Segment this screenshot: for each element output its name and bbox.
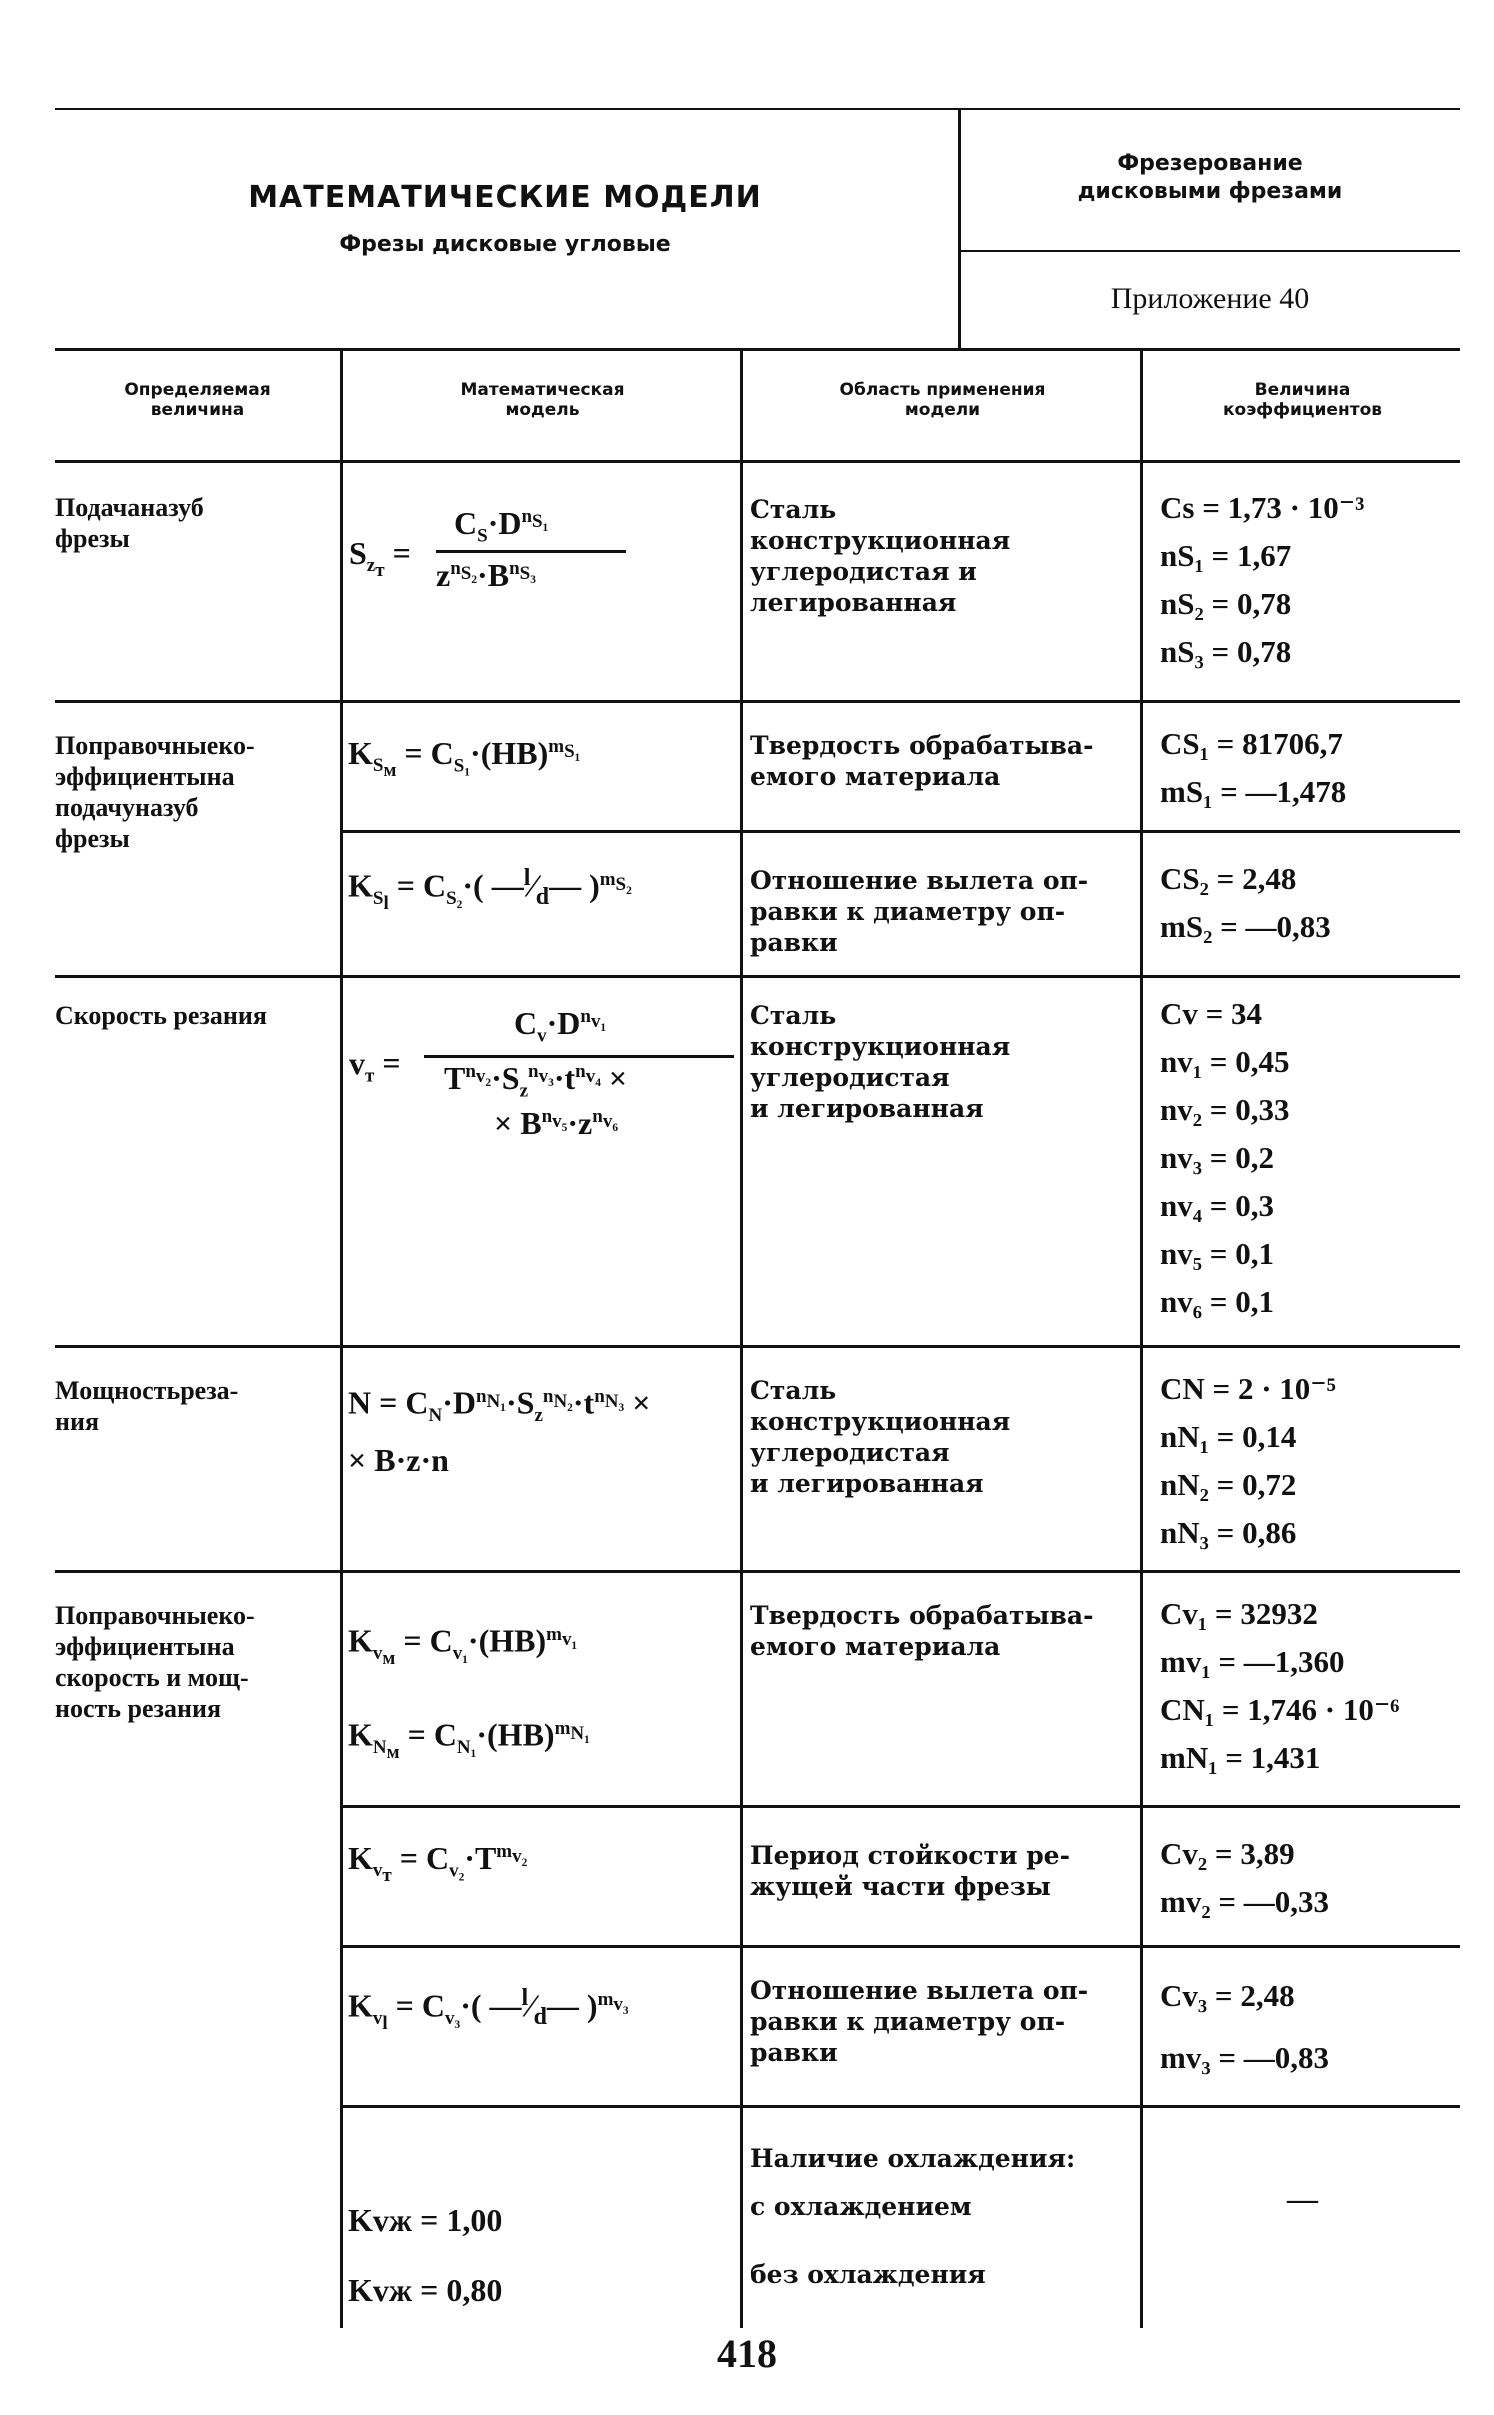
row-tool-life-scope: Период стойкости ре- жущей части фрезы (750, 1841, 1070, 1901)
row-feed-overhang-coefficients: CS₂ = 2,48 mS₂ = —0,83 (1160, 861, 1331, 944)
row-feed-overhang-scope: Отношение вылета оп- равки к диаметру оп- равки (750, 866, 1089, 957)
row-feed-correction-quantity: Поправочныеко- эффициентына подачуназуб фрезы (55, 731, 255, 853)
row-feed-scope: Сталь конструкционная углеродистая и легированная (750, 495, 1011, 617)
row-speed-quantity: Скорость резания (55, 1001, 267, 1030)
row-speed-scope: Сталь конструкционная углеродистая и легированная (750, 1001, 1011, 1123)
row-speed-overhang-scope: Отношение вылета оп- равки к диаметру оп- равки (750, 1976, 1089, 2067)
col-header-scope: Область применения модели (839, 380, 1046, 420)
row-power-quantity: Мощностьреза- ния (55, 1376, 239, 1436)
section-title: Фрезерование дисковыми фрезами (1077, 151, 1343, 204)
page-subtitle: Фрезы дисковые угловые (339, 232, 671, 257)
formula-power: $N = C_N\cdot D^{n_{N_1}}\cdot S_z^{n_{N_2}}\cdot t^{n_{N_3}}$ × × B·z·n (348, 1384, 651, 1479)
row-power-scope: Сталь конструкционная углеродистая и легированная (750, 1376, 1011, 1498)
appendix-label: Приложение 40 (1110, 282, 1310, 315)
formula-feed-overhang: $K_{S_l} = C_{S_2}\cdot$( $—^l⁄_d—$ )$^{m_{S_2}}$ (348, 865, 632, 914)
col-header-quantity: Определяемая величина (124, 380, 271, 420)
row-power-coefficients: CN = 2 · 10⁻⁵ nN₁ = 0,14 nN₂ = 0,72 nN₃ = 0,86 (1160, 1371, 1336, 1550)
row-tool-life-coefficients: Cv₂ = 3,89 mv₂ = —0,33 (1160, 1836, 1330, 1919)
row-speed-coefficients: Cv = 34 nv₁ = 0,45 nv₂ = 0,33 nv₃ = 0,2 nv₄ = 0,3 nv₅ = 0,1 nv₆ = 0,1 (1160, 996, 1290, 1319)
col-header-coefficients: Величина коэффициентов (1222, 380, 1383, 420)
row-feed-quantity: Подачаназуб фрезы (55, 493, 204, 553)
row-speed-hardness-scope: Твердость обрабатыва- емого материала (750, 1601, 1094, 1661)
page-number: 418 (717, 2331, 777, 2376)
page-title: МАТЕМАТИЧЕСКИЕ МОДЕЛИ (248, 180, 762, 215)
formula-speed-hardness: $K_{v_м} = C_{v_1}\cdot(HB)^{m_{v_1}}$ $K_{N_м} = C_{N_1}\cdot(HB)^{m_{N_1}}$ (348, 1622, 590, 1763)
row-feed-hardness-coefficients: CS₁ = 81706,7 mS₁ = —1,478 (1160, 726, 1347, 809)
formula-coolant: Kvж = 1,00 Kvж = 0,80 (348, 2202, 503, 2308)
row-feed-hardness-scope: Твердость обрабатыва- емого материала (750, 731, 1094, 791)
row-speed-overhang-coefficients: Cv₃ = 2,48 mv₃ = —0,83 (1160, 1978, 1330, 2075)
row-feed-coefficients: Cs = 1,73 · 10⁻³ nS₁ = 1,67 nS₂ = 0,78 nS₃ = 0,78 (1160, 490, 1365, 669)
formula-speed-overhang: $K_{v_l} = C_{v_3}\cdot$( $—^l⁄_d—$ )$^{m_{v_3}}$ (348, 1985, 629, 2034)
row-speed-correction-quantity: Поправочныеко- эффициентына скорость и мощ- ность резания (55, 1601, 255, 1723)
formula-speed-tool-life: $K_{v_т} = C_{v_2}\cdot T^{m_{v_2}}$ (348, 1840, 528, 1887)
col-header-model: Математическая модель (460, 380, 625, 420)
row-speed-hardness-coefficients: Cv₁ = 32932 mv₁ = —1,360 CN₁ = 1,746 · 10⁻⁶ mN₁ = 1,431 (1160, 1596, 1400, 1775)
formula-feed-hardness: $K_{S_м} = C_{S_1}\cdot(HB)^{m_{S_1}}$ (348, 735, 581, 782)
row-coolant-coefficients: — (1287, 2181, 1318, 2216)
row-coolant-scope: Наличие охлаждения: с охлаждением без охлаждения (750, 2144, 1076, 2289)
